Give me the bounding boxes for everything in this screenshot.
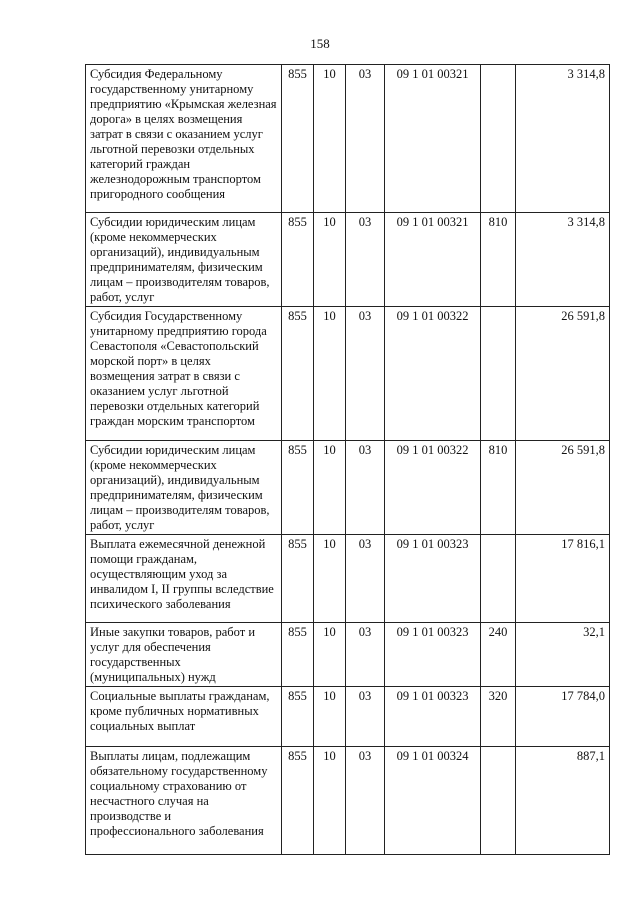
row-section: 10	[314, 623, 346, 687]
row-expense-type: 810	[481, 213, 516, 307]
row-expense-type	[481, 747, 516, 855]
row-ministry: 855	[282, 65, 314, 213]
row-name: Выплата ежемесячной денежной помощи гражданам, осуществляющим уход за инвалидом I, II группы вследствие психического заболевания	[86, 535, 282, 623]
row-target: 09 1 01 00324	[385, 747, 481, 855]
row-target: 09 1 01 00323	[385, 535, 481, 623]
row-expense-type: 320	[481, 687, 516, 747]
row-section: 10	[314, 307, 346, 441]
table-row	[86, 535, 610, 623]
row-subsection: 03	[346, 747, 385, 855]
row-ministry: 855	[282, 747, 314, 855]
row-amount: 3 314,8	[516, 65, 610, 213]
row-target: 09 1 01 00323	[385, 687, 481, 747]
row-expense-type: 240	[481, 623, 516, 687]
row-target: 09 1 01 00321	[385, 65, 481, 213]
row-section: 10	[314, 535, 346, 623]
row-subsection: 03	[346, 307, 385, 441]
row-expense-type	[481, 65, 516, 213]
row-name: Субсидия Государственному унитарному предприятию города Севастополя «Севастопольский морской порт» в целях возмещения затрат в связи с оказанием услуг льготной перевозки отдельных категорий граждан морским транспортом	[86, 307, 282, 441]
row-section: 10	[314, 747, 346, 855]
row-ministry: 855	[282, 307, 314, 441]
row-ministry: 855	[282, 441, 314, 535]
row-ministry: 855	[282, 687, 314, 747]
budget-table	[85, 64, 610, 855]
table-row	[86, 623, 610, 687]
table-row	[86, 213, 610, 307]
row-amount: 17 784,0	[516, 687, 610, 747]
row-target: 09 1 01 00323	[385, 623, 481, 687]
row-expense-type	[481, 307, 516, 441]
row-section: 10	[314, 213, 346, 307]
row-subsection: 03	[346, 535, 385, 623]
table-row	[86, 687, 610, 747]
row-amount: 3 314,8	[516, 213, 610, 307]
row-amount: 32,1	[516, 623, 610, 687]
row-subsection: 03	[346, 65, 385, 213]
row-expense-type	[481, 535, 516, 623]
row-name: Социальные выплаты гражданам, кроме публичных нормативных социальных выплат	[86, 687, 282, 747]
row-target: 09 1 01 00321	[385, 213, 481, 307]
row-name: Субсидии юридическим лицам (кроме некоммерческих организаций), индивидуальным предпринимателям, физическим лицам – производителям товаров, работ, услуг	[86, 213, 282, 307]
row-subsection: 03	[346, 623, 385, 687]
row-amount: 17 816,1	[516, 535, 610, 623]
table-row	[86, 307, 610, 441]
table-row	[86, 65, 610, 213]
row-section: 10	[314, 441, 346, 535]
table-row	[86, 441, 610, 535]
row-subsection: 03	[346, 213, 385, 307]
row-amount: 26 591,8	[516, 441, 610, 535]
row-subsection: 03	[346, 687, 385, 747]
row-section: 10	[314, 65, 346, 213]
row-amount: 26 591,8	[516, 307, 610, 441]
row-subsection: 03	[346, 441, 385, 535]
row-target: 09 1 01 00322	[385, 307, 481, 441]
row-section: 10	[314, 687, 346, 747]
row-name: Иные закупки товаров, работ и услуг для обеспечения государственных (муниципальных) нужд	[86, 623, 282, 687]
row-ministry: 855	[282, 213, 314, 307]
row-name: Субсидия Федеральному государственному унитарному предприятию «Крымская железная дорога» в целях возмещения затрат в связи с оказанием услуг льготной перевозки отдельных категорий граждан железнодорожным транспортом пригородного сообщения	[86, 65, 282, 213]
row-ministry: 855	[282, 623, 314, 687]
row-amount: 887,1	[516, 747, 610, 855]
row-name: Субсидии юридическим лицам (кроме некоммерческих организаций), индивидуальным предпринимателям, физическим лицам – производителям товаров, работ, услуг	[86, 441, 282, 535]
row-ministry: 855	[282, 535, 314, 623]
page-number: 158	[310, 36, 330, 51]
table-row	[86, 747, 610, 855]
row-name: Выплаты лицам, подлежащим обязательному государственному социальному страхованию от несчастного случая на производстве и профессионального заболевания	[86, 747, 282, 855]
row-target: 09 1 01 00322	[385, 441, 481, 535]
row-expense-type: 810	[481, 441, 516, 535]
